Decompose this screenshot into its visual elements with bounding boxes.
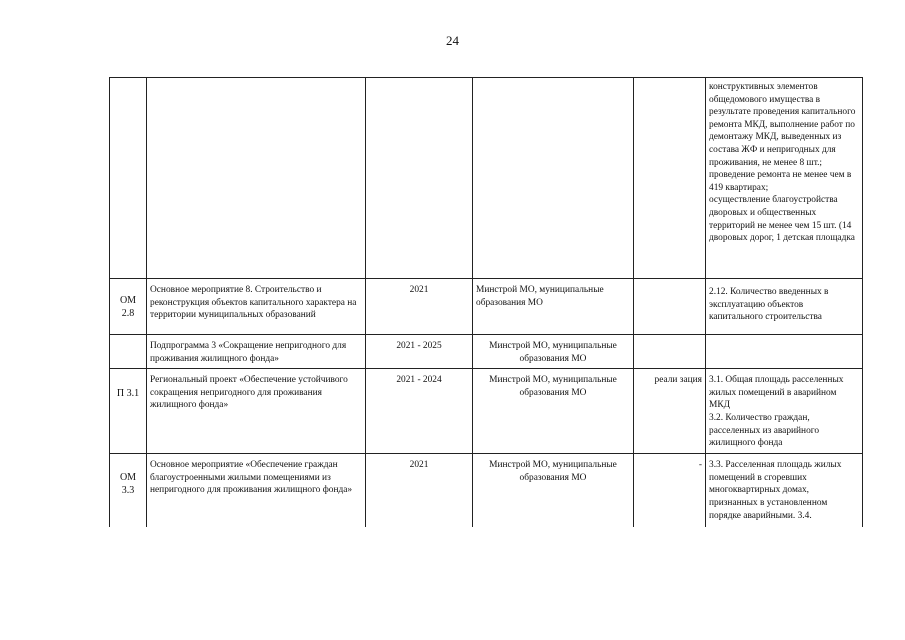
row-period: 2021: [366, 454, 473, 527]
row-code: [110, 335, 147, 369]
row-result: -: [634, 454, 706, 527]
row-indicator: конструктивных элементов общедомового имущества в результате проведения капитального ремонта МКД, выполнение работ по демонтажу МКД, выведенных из состава ЖФ и непригодных для проживания, не менее 8 шт.; проведение ремонта не менее чем в 419 квартирах; осуществление благоустройства дворовых и общественных территорий не менее чем 15 шт. (14 дворовых дорог, 1 детская площадка: [706, 78, 863, 279]
page-number: 24: [446, 33, 459, 48]
row-executor: [473, 78, 634, 279]
row-period: 2021 - 2024: [366, 369, 473, 454]
table-row: [110, 279, 863, 335]
program-table: [109, 77, 863, 527]
table-row: [110, 369, 863, 454]
row-executor: Минстрой МО, муниципальные образования МО: [473, 279, 634, 335]
row-indicator: 3.3. Расселенная площадь жилых помещений в сгоревших многоквартирных домах, признанных в установленном порядке аварийными. 3.4.: [706, 454, 863, 527]
table-row: [110, 335, 863, 369]
row-name: Региональный проект «Обеспечение устойчивого сокращения непригодного для проживания жилищного фонда»: [147, 369, 366, 454]
table-row: [110, 454, 863, 527]
row-period: 2021 - 2025: [366, 335, 473, 369]
row-code: П 3.1: [110, 369, 147, 454]
row-name: Основное мероприятие «Обеспечение граждан благоустроенными жилыми помещениями из непригодного для проживания жилищного фонда»: [147, 454, 366, 527]
row-name: Основное мероприятие 8. Строительство и реконструкция объектов капитального характера на территории муниципальных образований: [147, 279, 366, 335]
row-name: [147, 78, 366, 279]
row-result: [634, 279, 706, 335]
row-code: [110, 78, 147, 279]
row-indicator: 2.12. Количество введенных в эксплуатацию объектов капитального строительства: [706, 279, 863, 335]
row-indicator: [706, 335, 863, 369]
row-executor: Минстрой МО, муниципальные образования МО: [473, 369, 634, 454]
row-code: ОМ 3.3: [110, 454, 147, 527]
row-period: 2021: [366, 279, 473, 335]
row-result: реали зация: [634, 369, 706, 454]
row-executor: Минстрой МО, муниципальные образования МО: [473, 335, 634, 369]
row-period: [366, 78, 473, 279]
row-code: ОМ 2.8: [110, 279, 147, 335]
row-indicator: 3.1. Общая площадь расселенных жилых помещений в аварийном МКД 3.2. Количество граждан, расселенных из аварийного жилищного фонда: [706, 369, 863, 454]
row-executor: Минстрой МО, муниципальные образования МО: [473, 454, 634, 527]
row-name: Подпрограмма 3 «Сокращение непригодного для проживания жилищного фонда»: [147, 335, 366, 369]
row-result: [634, 335, 706, 369]
table-row: [110, 78, 863, 279]
row-result: [634, 78, 706, 279]
